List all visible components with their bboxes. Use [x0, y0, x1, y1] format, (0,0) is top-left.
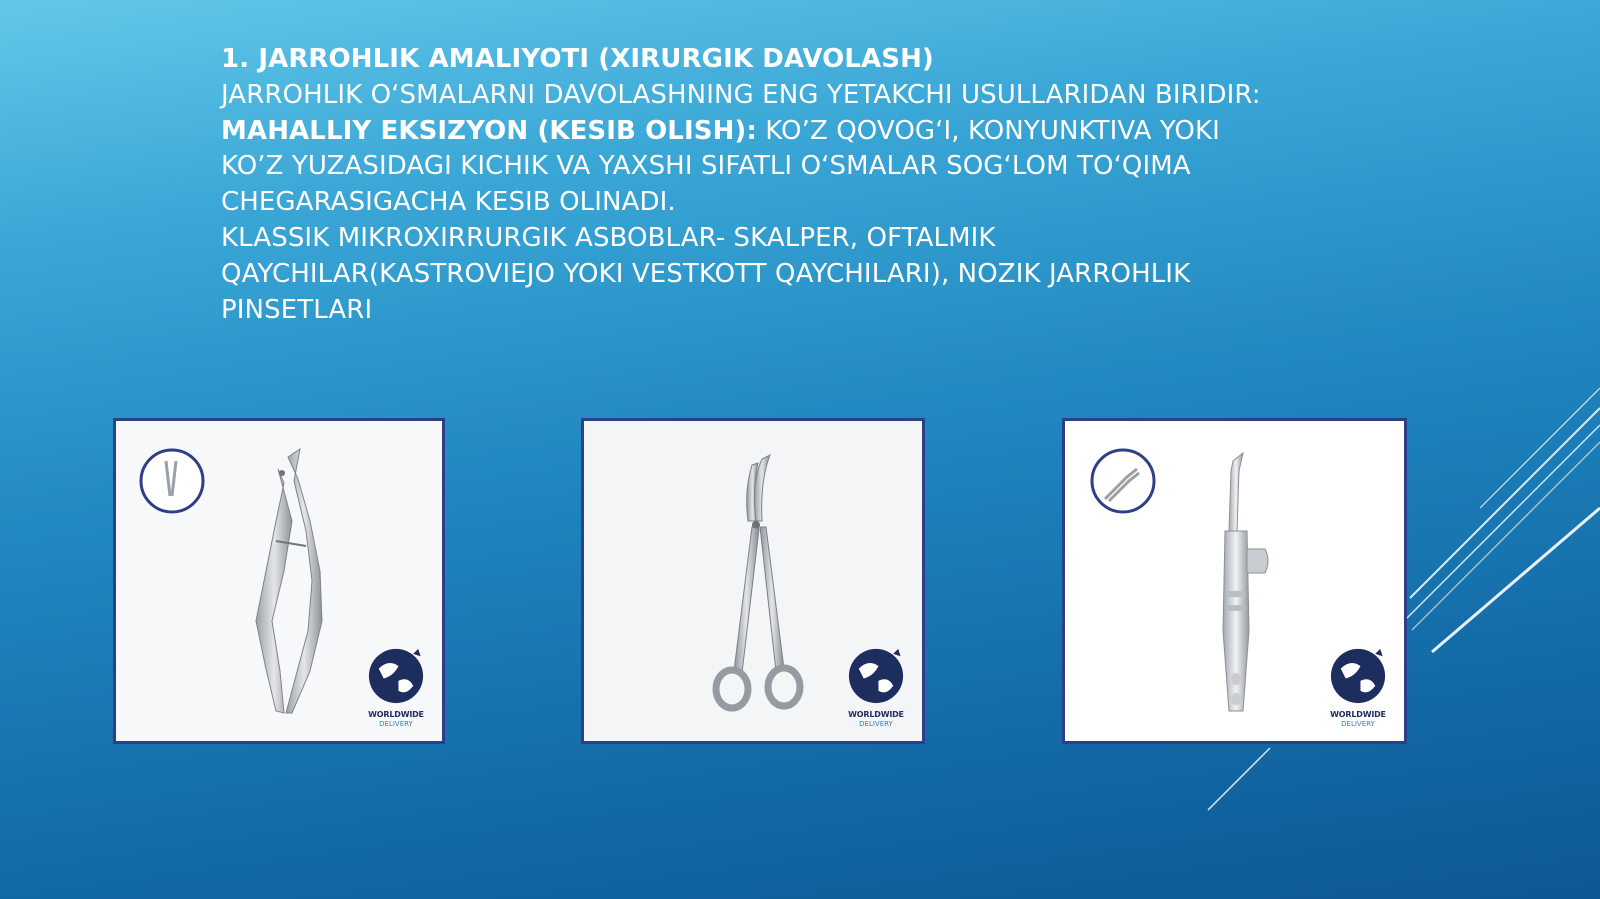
globe-icon: [1326, 644, 1390, 708]
badge-subtitle: DELIVERY: [859, 720, 893, 728]
badge-title: WORLDWIDE: [1330, 710, 1386, 719]
slide-intro: JARROHLIK O‘SMALARNI DAVOLASHNING ENG YETAKCHI USULLARIDAN BIRIDIR:: [221, 79, 1261, 110]
globe-icon: [364, 644, 428, 708]
castroviejo-scissors-image: [113, 418, 445, 744]
badge-subtitle: DELIVERY: [1341, 720, 1375, 728]
excision-text: KO’Z QOVOG‘I, KONYUNKTIVA YOKI KO’Z YUZASIDAGI KICHIK VA YAXSHI SIFATLI O‘SMALAR SOG‘LOM TO‘QIMA CHEGARASIGACHA KESIB OLINADI.: [221, 115, 1220, 218]
excision-label: MAHALLIY EKSIZYON (KESIB OLISH):: [221, 115, 757, 146]
curved-scissors-image: [581, 418, 925, 744]
badge-title: WORLDWIDE: [368, 710, 424, 719]
worldwide-delivery-badge: [1326, 644, 1390, 729]
excision-paragraph: [221, 114, 1281, 221]
globe-icon: [844, 644, 908, 708]
slide-heading: 1. JARROHLIK AMALIYOTI (XIRURGIK DAVOLASH): [221, 44, 934, 74]
worldwide-delivery-badge: [844, 644, 908, 729]
surgical-forceps-image: [1062, 418, 1407, 744]
instruments-paragraph: KLASSIK MIKROXIRRURGIK ASBOBLAR- SKALPER, OFTALMIK QAYCHILAR(KASTROVIEJO YOKI VESTKOTT QAYCHILARI), NOZIK JARROHLIK PINSETLARI: [221, 222, 1191, 325]
worldwide-delivery-badge: [364, 644, 428, 729]
badge-title: WORLDWIDE: [848, 710, 904, 719]
slide-text: [221, 42, 1281, 328]
badge-subtitle: DELIVERY: [379, 720, 413, 728]
